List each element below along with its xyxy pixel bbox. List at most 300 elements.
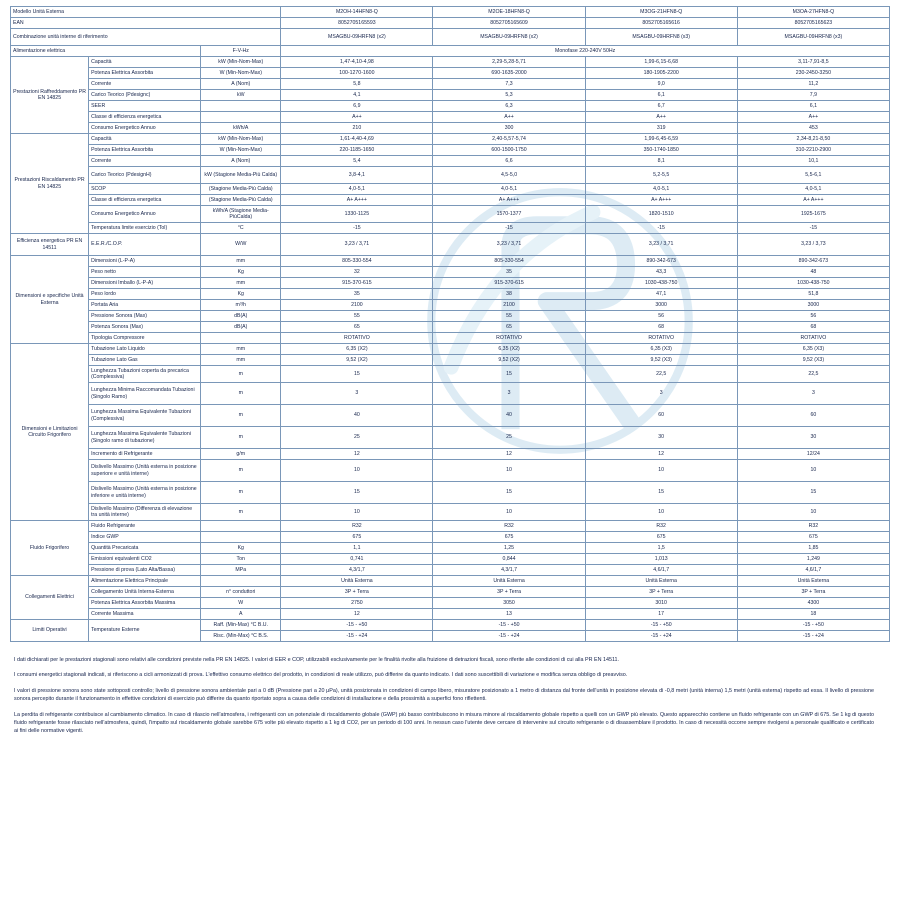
row-unit: m xyxy=(201,366,281,383)
spec-sheet xyxy=(0,6,900,736)
cell-model-2: M2OE-18HFN8-Q xyxy=(433,7,585,18)
cell-power-value: Monofase 220-240V 50Hz xyxy=(281,46,890,57)
row-label: Lunghezza Minima Raccomandata Tubazioni (Singolo Ramo) xyxy=(89,383,201,405)
cell: 15 xyxy=(281,366,433,383)
cell: 0,844 xyxy=(433,554,585,565)
table-row xyxy=(11,449,890,460)
row-label: Lunghezza Tubazioni coperta da precarica (Complessiva) xyxy=(89,366,201,383)
cell: 3,8-4,1 xyxy=(281,167,433,184)
cell: 4,6/1,7 xyxy=(585,565,737,576)
cell: 10 xyxy=(281,504,433,521)
row-label: Carico Teorico (PdesignH) xyxy=(89,167,201,184)
cell: 40 xyxy=(281,405,433,427)
cell-combo-4: MSAGBU-09HRFN8 (x3) xyxy=(737,29,889,46)
cell: 1,85 xyxy=(737,543,889,554)
row-unit: kWh/A (Stagione Media-PiùCalda) xyxy=(201,206,281,223)
row-unit: m xyxy=(201,482,281,504)
cell: 9,52 (X3) xyxy=(585,355,737,366)
cell: 10 xyxy=(737,460,889,482)
table-row xyxy=(11,543,890,554)
row-label: Corrente xyxy=(89,156,201,167)
cell: 1,61-4,40-4,69 xyxy=(281,134,433,145)
table-row-power-supply xyxy=(11,46,890,57)
cell: -15 - +50 xyxy=(737,620,889,631)
cell: A++ xyxy=(433,112,585,123)
table-row xyxy=(11,278,890,289)
row-unit: dB(A) xyxy=(201,322,281,333)
row-unit: mm xyxy=(201,355,281,366)
cell: 1030-438-750 xyxy=(737,278,889,289)
cell: 25 xyxy=(433,427,585,449)
table-row xyxy=(11,405,890,427)
cell: 3,23 / 3,73 xyxy=(737,234,889,256)
cell: A+ A+++ xyxy=(585,195,737,206)
row-label: Emissioni equivalenti CO2 xyxy=(89,554,201,565)
row-label: Capacità xyxy=(89,57,201,68)
cell: R32 xyxy=(585,521,737,532)
note-paragraph: I consumi energetici stagionali indicati, si riferiscono a cicli armonizzati di prova. L'effettivo consumo elettrico del prodotto, in condizioni di reale utilizzo, può differire da quanto indicato. I dati sono suscettibili di variazione e modifica senza obbligo di preavviso. xyxy=(14,672,628,679)
cell: 1330-1125 xyxy=(281,206,433,223)
cell: 5,4 xyxy=(281,156,433,167)
cell-ean-1: 8052705165593 xyxy=(281,18,433,29)
cell: 1820-1510 xyxy=(585,206,737,223)
row-label: Incremento di Refrigerante xyxy=(89,449,201,460)
cell: 6,35 (X2) xyxy=(433,344,585,355)
row-label: Pressione di prova (Lato Alta/Bassa) xyxy=(89,565,201,576)
cell: -15 - +24 xyxy=(737,631,889,642)
cell: 10 xyxy=(585,504,737,521)
row-unit: W (Min-Nom-Max) xyxy=(201,145,281,156)
row-label: Temperature Esterne xyxy=(89,620,201,642)
group-label-efficiency: Efficienza energetica PR EN 14511 xyxy=(11,234,89,256)
cell: 2,29-5,28-5,71 xyxy=(433,57,585,68)
cell: 915-370-615 xyxy=(281,278,433,289)
row-unit: mm xyxy=(201,278,281,289)
cell: 4300 xyxy=(737,598,889,609)
cell: 4,1 xyxy=(281,90,433,101)
cell: 12/24 xyxy=(737,449,889,460)
row-unit: A (Nom) xyxy=(201,79,281,90)
cell: 1,1 xyxy=(281,543,433,554)
row-unit: W xyxy=(201,598,281,609)
row-unit: m³/h xyxy=(201,300,281,311)
cell: 56 xyxy=(585,311,737,322)
cell: 7,9 xyxy=(737,90,889,101)
cell: Unità Esterna xyxy=(737,576,889,587)
row-unit xyxy=(201,112,281,123)
row-unit: m xyxy=(201,504,281,521)
cell: -15 - +24 xyxy=(585,631,737,642)
row-unit: A xyxy=(201,609,281,620)
row-label: Combinazione unità interne di riferimento xyxy=(11,29,281,46)
cell: 180-1905-2200 xyxy=(585,68,737,79)
cell: 65 xyxy=(281,322,433,333)
cell: 3 xyxy=(433,383,585,405)
cell: 6,3 xyxy=(433,101,585,112)
table-row xyxy=(11,156,890,167)
cell: 675 xyxy=(585,532,737,543)
row-label: Peso lordo xyxy=(89,289,201,300)
cell: 3P + Terra xyxy=(585,587,737,598)
cell: 3,23 / 3,71 xyxy=(281,234,433,256)
group-label-refrigerant-fluid: Fluido Frigorifero xyxy=(11,521,89,576)
row-label: Alimentazione elettrica xyxy=(11,46,201,57)
cell: 30 xyxy=(737,427,889,449)
cell: 8,1 xyxy=(585,156,737,167)
row-unit: MPa xyxy=(201,565,281,576)
cell: A+ A+++ xyxy=(737,195,889,206)
row-label: Potenza Elettrica Assorbita xyxy=(89,68,201,79)
specifications-table xyxy=(10,6,890,642)
note-paragraph: I dati dichiarati per le prestazioni stagionali sono relativi alle condizioni previste nella PR EN 14825. I valori di EER e COP, utilizzabili esclusivamente per le finalità rivolte alla fruizione di detrazioni fiscali, sono riferite alle condizioni di cui alla PR EN 14511. xyxy=(14,657,620,663)
cell: A+ A+++ xyxy=(433,195,585,206)
cell: A+ A+++ xyxy=(281,195,433,206)
cell: 2100 xyxy=(433,300,585,311)
table-row xyxy=(11,565,890,576)
cell: 310-2210-2900 xyxy=(737,145,889,156)
row-label: Corrente Massima xyxy=(89,609,201,620)
row-label: Dimensioni Imballo (L-P-A) xyxy=(89,278,201,289)
cell: 55 xyxy=(433,311,585,322)
table-row xyxy=(11,123,890,134)
cell: 3,23 / 3,71 xyxy=(585,234,737,256)
cell: 15 xyxy=(433,482,585,504)
table-row xyxy=(11,57,890,68)
note-paragraph: La perdita di refrigerante contribuisce al cambiamento climatico. In caso di rilascio nell'atmosfera, i refrigeranti con un potenziale di riscaldamento globale (GWP) più basso contribuiscono in misura minore al riscaldamento globale rispetto a quelli con un GWP più elevato. Questo apparecchio contiene un fluido refrigerante con un GWP di 675. Se 1 kg di questo fluido refrigerante fosse rilasciato nell'atmosfera, quindi, l'impatto sul riscaldamento globale sarebbe 675 volte più elevato rispetto a 1 kg di CO2, per un periodo di 100 anni. In nessun caso l'utente deve cercare di intervenire sul circuito refrigerante o di disassemblare il prodotto. In caso di necessità occorre sempre rivolgersi a personale qualificato e certificato ai fini delle normative vigenti. xyxy=(14,711,874,735)
cell: 65 xyxy=(433,322,585,333)
cell: 3000 xyxy=(585,300,737,311)
cell: 675 xyxy=(737,532,889,543)
cell: 3,11-7,91-8,5 xyxy=(737,57,889,68)
row-label: Alimentazione Elettrica Principale xyxy=(89,576,201,587)
row-label: Potenza Elettrica Assorbita xyxy=(89,145,201,156)
cell: 1570-1377 xyxy=(433,206,585,223)
row-unit: m xyxy=(201,427,281,449)
row-label: Modello Unità Esterna xyxy=(11,7,281,18)
table-row xyxy=(11,366,890,383)
cell: 10 xyxy=(585,460,737,482)
cell: 805-330-554 xyxy=(281,256,433,267)
row-label: Fluido Refrigerante xyxy=(89,521,201,532)
table-row xyxy=(11,504,890,521)
cell: 17 xyxy=(585,609,737,620)
table-row xyxy=(11,145,890,156)
cell: 55 xyxy=(281,311,433,322)
cell: 15 xyxy=(585,482,737,504)
row-unit: Ton xyxy=(201,554,281,565)
cell: 675 xyxy=(281,532,433,543)
table-row xyxy=(11,482,890,504)
cell: 12 xyxy=(585,449,737,460)
cell: 25 xyxy=(281,427,433,449)
table-row xyxy=(11,322,890,333)
row-label: Corrente xyxy=(89,79,201,90)
cell: 5,5-6,1 xyxy=(737,167,889,184)
row-unit: n° conduttori xyxy=(201,587,281,598)
group-label-cooling: Prestazioni Raffreddamento PR EN 14825 xyxy=(11,57,89,134)
row-label: Collegamento Unità Interna-Esterna xyxy=(89,587,201,598)
row-label: Temperatura limite esercizio (Tol) xyxy=(89,223,201,234)
row-unit: kW (Min-Nom-Max) xyxy=(201,57,281,68)
cell: -15 - +50 xyxy=(281,620,433,631)
table-row xyxy=(11,112,890,123)
row-label: Quantità Precaricata xyxy=(89,543,201,554)
row-label: Dimensioni (L-P-A) xyxy=(89,256,201,267)
group-label-electrical: Collegamenti Elettrici xyxy=(11,576,89,620)
cell: R32 xyxy=(433,521,585,532)
table-row xyxy=(11,167,890,184)
row-unit: W (Min-Nom-Max) xyxy=(201,68,281,79)
cell: 319 xyxy=(585,123,737,134)
cell: 30 xyxy=(585,427,737,449)
cell: ROTATIVO xyxy=(585,333,737,344)
cell: 4,0-5,1 xyxy=(281,184,433,195)
row-unit xyxy=(201,532,281,543)
cell: 100-1270-1600 xyxy=(281,68,433,79)
cell: 4,3/1,7 xyxy=(433,565,585,576)
table-row xyxy=(11,587,890,598)
cell: Unità Esterna xyxy=(585,576,737,587)
cell: 12 xyxy=(281,449,433,460)
table-row xyxy=(11,300,890,311)
row-unit: Kg xyxy=(201,267,281,278)
cell: 10 xyxy=(433,460,585,482)
row-label: Lunghezza Massima Equivalente Tubazioni (Singolo ramo di tubazione) xyxy=(89,427,201,449)
table-row xyxy=(11,206,890,223)
cell: 6,9 xyxy=(281,101,433,112)
row-unit: m xyxy=(201,383,281,405)
row-label: Tipologia Compressore xyxy=(89,333,201,344)
cell-ean-4: 8052705165623 xyxy=(737,18,889,29)
cell: 3010 xyxy=(585,598,737,609)
row-label: Consumo Energetico Annuo xyxy=(89,206,201,223)
cell: -15 xyxy=(737,223,889,234)
table-row-model xyxy=(11,7,890,18)
cell: 35 xyxy=(433,267,585,278)
cell: 6,35 (X3) xyxy=(585,344,737,355)
row-label: Potenza Sonora (Max) xyxy=(89,322,201,333)
cell: 10 xyxy=(737,504,889,521)
cell: 12 xyxy=(433,449,585,460)
table-row-combination xyxy=(11,29,890,46)
cell: ROTATIVO xyxy=(281,333,433,344)
row-unit: (Stagione Media-Più Calda) xyxy=(201,184,281,195)
cell: 9,52 (X3) xyxy=(737,355,889,366)
cell: 3050 xyxy=(433,598,585,609)
table-row xyxy=(11,554,890,565)
table-row xyxy=(11,609,890,620)
table-row xyxy=(11,598,890,609)
row-label: Consumo Energetico Annuo xyxy=(89,123,201,134)
note-paragraph: I valori di pressione sonora sono state sottoposti controllo; livello di pressione sonora ambientale pari a 0 dB (Pressione pari a 20 μPa), unità posizionata in condizioni di campo libero, misuratore posizionato a 1 metro di distanza dal fronte dell'unità in posizione elevata di -0,8 metri (unità interna) 1,5 metri (unità esterna) rispetto ad essa. Il livello di pressione sonora percepito durante il funzionamento in effettive condizioni di esercizio può differire da quanto riportato sopra a causa delle condizioni di installazione e della prossimità a superfici fono riflettenti. xyxy=(14,687,874,703)
cell: 4,0-5,1 xyxy=(433,184,585,195)
cell: 915-370-615 xyxy=(433,278,585,289)
row-unit: F-V-Hz xyxy=(201,46,281,57)
table-row xyxy=(11,532,890,543)
cell: 18 xyxy=(737,609,889,620)
row-label: Classe di efficienza energetica xyxy=(89,195,201,206)
cell: 48 xyxy=(737,267,889,278)
cell: 6,6 xyxy=(433,156,585,167)
cell: 22,5 xyxy=(585,366,737,383)
cell: 6,35 (X2) xyxy=(281,344,433,355)
cell: 60 xyxy=(737,405,889,427)
row-unit: mm xyxy=(201,256,281,267)
cell: 890-342-673 xyxy=(585,256,737,267)
row-unit: °C xyxy=(201,223,281,234)
row-label: Portata Aria xyxy=(89,300,201,311)
cell: 6,35 (X3) xyxy=(737,344,889,355)
cell: 43,3 xyxy=(585,267,737,278)
row-label: SEER xyxy=(89,101,201,112)
row-unit: Kg xyxy=(201,543,281,554)
cell: 1,47-4,10-4,98 xyxy=(281,57,433,68)
cell: 1,25 xyxy=(433,543,585,554)
table-row xyxy=(11,460,890,482)
row-label: Dislivello Massimo (Unità esterna in posizione superiore e unità interne) xyxy=(89,460,201,482)
cell: 4,3/1,7 xyxy=(281,565,433,576)
cell: 51,8 xyxy=(737,289,889,300)
cell: 2,40-5,57-5,74 xyxy=(433,134,585,145)
row-unit xyxy=(201,101,281,112)
cell: 7,3 xyxy=(433,79,585,90)
row-unit: g/m xyxy=(201,449,281,460)
cell: 12 xyxy=(281,609,433,620)
group-label-outdoor-unit: Dimensioni e specifiche Unità Esterna xyxy=(11,256,89,344)
cell: 35 xyxy=(281,289,433,300)
cell-combo-2: MSAGBU-09HRFN8 (x2) xyxy=(433,29,585,46)
cell-ean-2: 8052705165609 xyxy=(433,18,585,29)
row-label: Capacità xyxy=(89,134,201,145)
row-label: E.E.R./C.O.P. xyxy=(89,234,201,256)
row-label: Tubazione Lato Liquido xyxy=(89,344,201,355)
cell: 1,99-6,15-6,68 xyxy=(585,57,737,68)
footer-notes xyxy=(14,656,874,736)
cell-model-4: M3OA-27HFN8-Q xyxy=(737,7,889,18)
row-unit: mm xyxy=(201,344,281,355)
row-label: SCOP xyxy=(89,184,201,195)
cell: -15 - +24 xyxy=(281,631,433,642)
table-row xyxy=(11,90,890,101)
cell: 3000 xyxy=(737,300,889,311)
cell: 600-1500-1750 xyxy=(433,145,585,156)
cell: ROTATIVO xyxy=(737,333,889,344)
cell: 15 xyxy=(737,482,889,504)
cell: 5,8 xyxy=(281,79,433,90)
cell: 2750 xyxy=(281,598,433,609)
cell: 5,3 xyxy=(433,90,585,101)
table-row xyxy=(11,576,890,587)
row-unit: A (Nom) xyxy=(201,156,281,167)
row-unit: dB(A) xyxy=(201,311,281,322)
row-unit: m xyxy=(201,405,281,427)
cell: 1,5 xyxy=(585,543,737,554)
cell: ROTATIVO xyxy=(433,333,585,344)
cell: -15 xyxy=(585,223,737,234)
table-row xyxy=(11,427,890,449)
cell: 1,99-6,45-6,59 xyxy=(585,134,737,145)
row-unit: kW (Stagione Media-Più Calda) xyxy=(201,167,281,184)
cell: 3 xyxy=(737,383,889,405)
row-label: Lunghezza Massima Equivalente Tubazioni (Complessiva) xyxy=(89,405,201,427)
cell: 3 xyxy=(281,383,433,405)
cell: 890-342-673 xyxy=(737,256,889,267)
cell: 6,7 xyxy=(585,101,737,112)
row-label: Dislivello Massimo (Unità esterna in posizione inferiore e unità interne) xyxy=(89,482,201,504)
cell: 47,1 xyxy=(585,289,737,300)
cell: 68 xyxy=(585,322,737,333)
cell-model-1: M2OH-14HFN8-Q xyxy=(281,7,433,18)
table-row xyxy=(11,256,890,267)
group-label-operating-limits: Limiti Operativi xyxy=(11,620,89,642)
table-row xyxy=(11,134,890,145)
group-label-refrigerant-circuit: Dimensioni e Limitazioni Circuito Frigorifero xyxy=(11,344,89,521)
cell: 9,0 xyxy=(585,79,737,90)
cell-combo-3: MSAGBU-09HRFN8 (x3) xyxy=(585,29,737,46)
table-row xyxy=(11,184,890,195)
cell: 1,013 xyxy=(585,554,737,565)
row-unit xyxy=(201,521,281,532)
row-unit: kWh/A xyxy=(201,123,281,134)
cell: 4,0-5,1 xyxy=(585,184,737,195)
cell-ean-3: 8052705165616 xyxy=(585,18,737,29)
cell: -15 - +50 xyxy=(585,620,737,631)
table-row xyxy=(11,267,890,278)
row-unit: kW xyxy=(201,90,281,101)
cell: 4,5-5,0 xyxy=(433,167,585,184)
cell: 3P + Terra xyxy=(281,587,433,598)
row-unit: m xyxy=(201,460,281,482)
cell: 22,5 xyxy=(737,366,889,383)
table-row xyxy=(11,234,890,256)
table-row xyxy=(11,383,890,405)
row-unit: Kg xyxy=(201,289,281,300)
cell: 1,249 xyxy=(737,554,889,565)
row-label: Peso netto xyxy=(89,267,201,278)
group-label-heating: Prestazioni Riscaldamento PR EN 14825 xyxy=(11,134,89,234)
cell: 60 xyxy=(585,405,737,427)
table-row xyxy=(11,311,890,322)
cell: 11,2 xyxy=(737,79,889,90)
row-label: Pressione Sonora (Max) xyxy=(89,311,201,322)
row-label: Carico Teorico (Pdesignc) xyxy=(89,90,201,101)
cell: 2,34-8,21-8,50 xyxy=(737,134,889,145)
cell: 9,52 (X2) xyxy=(281,355,433,366)
table-row xyxy=(11,344,890,355)
row-label: EAN xyxy=(11,18,281,29)
row-unit: W/W xyxy=(201,234,281,256)
cell: 15 xyxy=(433,366,585,383)
table-row xyxy=(11,289,890,300)
cell: -15 xyxy=(281,223,433,234)
cell: 1030-438-750 xyxy=(585,278,737,289)
row-label: Tubazione Lato Gas xyxy=(89,355,201,366)
cell: Unità Esterna xyxy=(281,576,433,587)
cell: 3 xyxy=(585,383,737,405)
cell: 230-2450-3250 xyxy=(737,68,889,79)
cell: A++ xyxy=(281,112,433,123)
cell: 4,6/1,7 xyxy=(737,565,889,576)
cell: 805-330-554 xyxy=(433,256,585,267)
cell: 210 xyxy=(281,123,433,134)
row-label: Classe di efficienza energetica xyxy=(89,112,201,123)
cell: 13 xyxy=(433,609,585,620)
cell: 15 xyxy=(281,482,433,504)
cell: 453 xyxy=(737,123,889,134)
cell: 3,23 / 3,71 xyxy=(433,234,585,256)
cell: 10 xyxy=(433,504,585,521)
table-row xyxy=(11,521,890,532)
